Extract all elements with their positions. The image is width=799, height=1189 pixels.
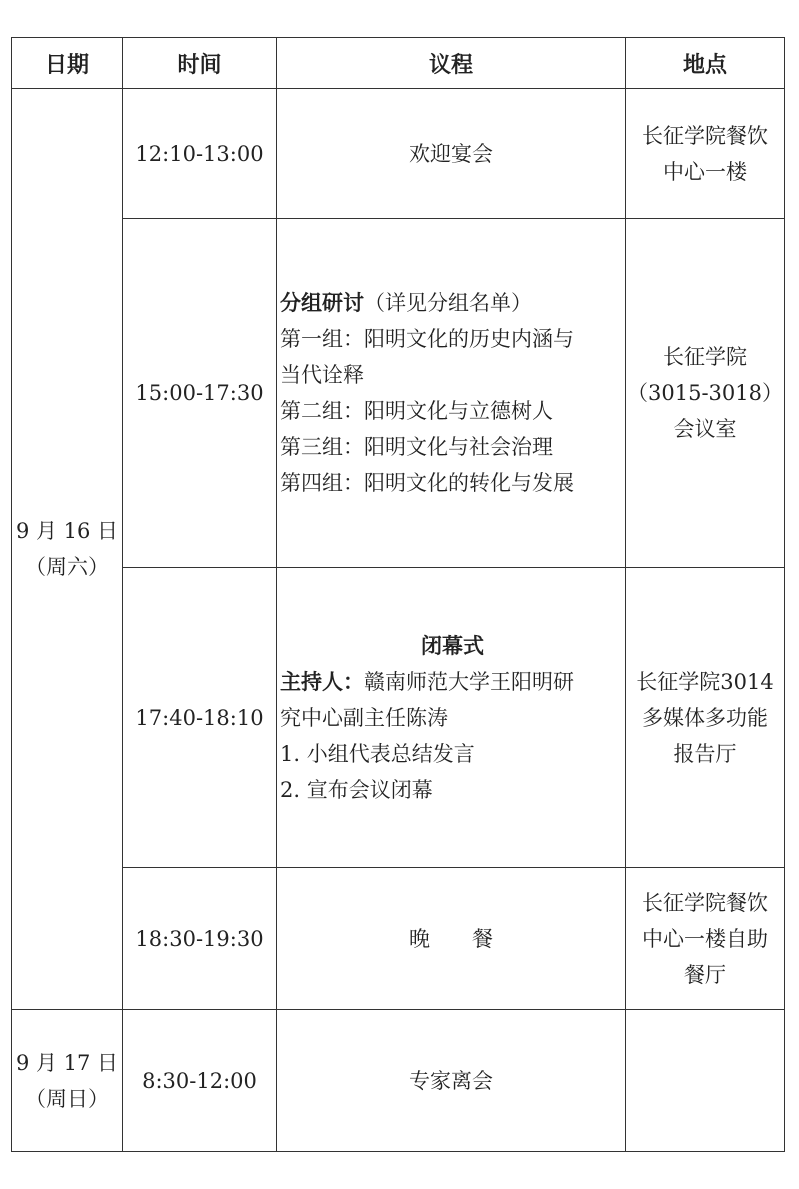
agenda-cell: 晚 餐 — [277, 868, 626, 1010]
agenda-line: 第四组：阳明文化的转化与发展 — [280, 471, 574, 495]
venue-line: （3015-3018） — [627, 381, 783, 405]
header-row — [12, 38, 785, 89]
time-cell: 18:30-19:30 — [123, 868, 277, 1010]
table-row — [12, 89, 785, 219]
agenda-cell — [277, 568, 626, 868]
venue-cell-empty — [626, 1010, 785, 1152]
weekday-line: （周日） — [25, 1086, 109, 1111]
venue-line: 会议室 — [673, 417, 737, 441]
weekday-line: （周六） — [25, 555, 109, 579]
schedule-table — [11, 37, 785, 1152]
agenda-cell: 欢迎宴会 — [277, 89, 626, 219]
header-time: 时间 — [123, 38, 277, 89]
date-line: 9 月 17 日 — [15, 1050, 119, 1075]
venue-cell — [626, 568, 785, 868]
table-row — [12, 219, 785, 568]
time-cell: 15:00-17:30 — [123, 219, 277, 568]
header-agenda: 议程 — [277, 38, 626, 89]
venue-line: 长征学院餐饮 — [642, 890, 768, 915]
date-cell-day1 — [12, 89, 123, 1010]
agenda-line: 第二组：阳明文化与立德树人 — [280, 399, 553, 423]
header-venue: 地点 — [626, 38, 785, 89]
agenda-title-line — [280, 285, 625, 321]
time-cell: 12:10-13:00 — [123, 89, 277, 219]
table-row — [12, 1010, 785, 1152]
venue-cell — [626, 868, 785, 1010]
agenda-line: 当代诠释 — [280, 363, 364, 387]
venue-line: 长征学院餐饮 — [642, 123, 768, 148]
agenda-title-note: （详见分组名单） — [364, 291, 532, 315]
agenda-cell — [277, 219, 626, 568]
host-line — [280, 664, 625, 700]
venue-line: 长征学院3014 — [636, 669, 774, 694]
time-cell: 8:30-12:00 — [123, 1010, 277, 1152]
agenda-line: 第三组：阳明文化与社会治理 — [280, 435, 553, 459]
venue-line: 报告厅 — [673, 741, 737, 766]
venue-line: 中心一楼自助 — [642, 926, 768, 951]
date-cell-day2 — [12, 1010, 123, 1152]
host-text: 赣南师范大学王阳明研 — [364, 669, 574, 694]
venue-line: 长征学院 — [663, 345, 747, 369]
venue-line: 中心一楼 — [663, 159, 747, 184]
agenda-title: 闭幕式 — [421, 632, 484, 658]
time-cell: 17:40-18:10 — [123, 568, 277, 868]
agenda-line: 第一组：阳明文化的历史内涵与 — [280, 327, 574, 351]
venue-line: 多媒体多功能 — [642, 705, 768, 730]
venue-cell — [626, 219, 785, 568]
table-row — [12, 568, 785, 868]
agenda-cell: 专家离会 — [277, 1010, 626, 1152]
table-row — [12, 868, 785, 1010]
header-date: 日期 — [12, 38, 123, 89]
venue-line: 餐厅 — [684, 962, 726, 987]
agenda-line: 1. 小组代表总结发言 — [280, 741, 475, 766]
date-line: 9 月 16 日 — [15, 519, 119, 543]
host-label: 主持人： — [280, 668, 364, 694]
agenda-line: 2. 宣布会议闭幕 — [280, 777, 433, 802]
host-text-cont: 究中心副主任陈涛 — [280, 705, 448, 730]
venue-cell — [626, 89, 785, 219]
agenda-title: 分组研讨 — [280, 290, 364, 315]
